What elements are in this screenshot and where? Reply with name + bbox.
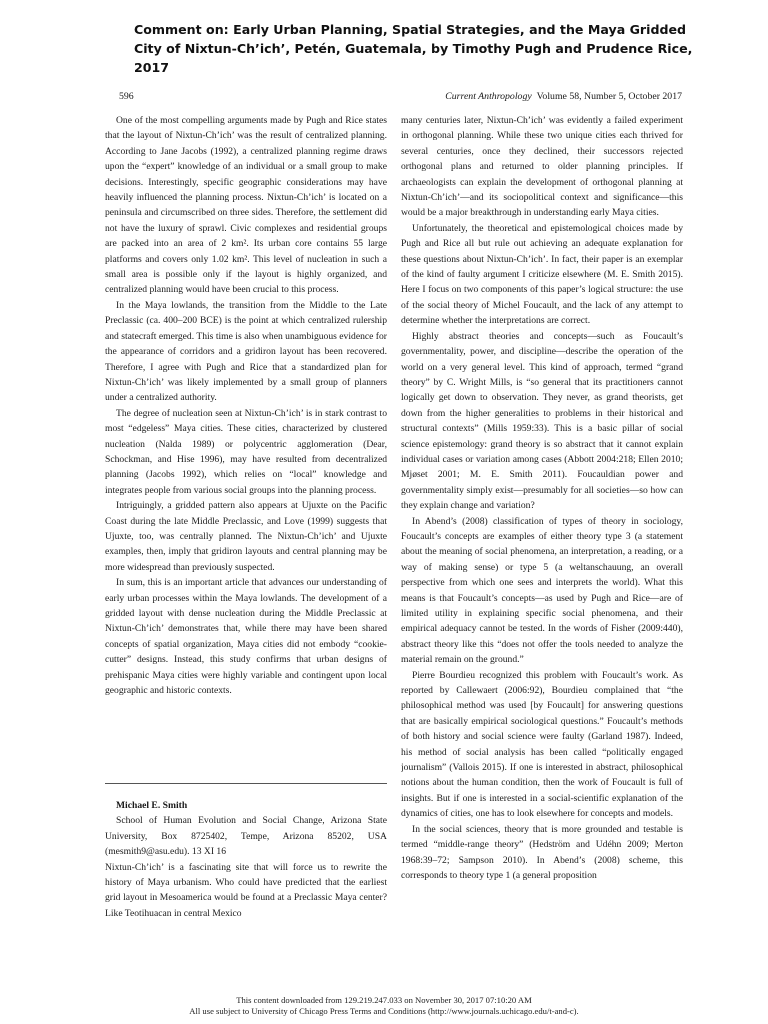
- left-column: [105, 113, 387, 921]
- footer-line-download: This content downloaded from 129.219.247.033 on November 30, 2017 07:10:20 AM: [236, 995, 532, 1005]
- article-title: Comment on: Early Urban Planning, Spatial Strategies, and the Maya Gridded City of Nixtun-Ch’ich’, Petén, Guatemala, by Timothy Pugh and Prudence Rice, 2017: [134, 22, 693, 75]
- paragraph: In sum, this is an important article that advances our understanding of early urban processes within the Maya lowlands. The development of a gridded layout with dense nucleation during the Middle Preclassic at Nixtun-Ch’ich’ demonstrates that, while there may have been shared concepts of spatial organization, Maya cities did not embody “cookie-cutter” designs. Instead, this study confirms that urban designs of prehispanic Maya cities were highly variable and contingent upon local geographic and historic contexts.: [105, 577, 387, 697]
- first-comment-body: [105, 113, 387, 783]
- journal-name: Current Anthropology: [445, 91, 532, 102]
- download-footer: [0, 995, 768, 1017]
- running-head: [119, 90, 682, 104]
- paragraph: In the social sciences, theory that is more grounded and testable is termed “middle-range theory” (Hedström and Udéhn 2009; Merton 1968:39–72; Sampson 2010). In Abend’s (2008) scheme, this corresponds to theory type 1 (a general proposition: [401, 823, 683, 881]
- paragraph: Unfortunately, the theoretical and epistemological choices made by Pugh and Rice all but rule out achieving an adequate explanation for these questions about Nixtun-Ch’ich’. In fact, their paper is an exemplar of the kind of faulty argument I criticize elsewhere (M. E. Smith 2015). Here I focus on two components of this paper’s logical structure: the use of the social theory of Michel Foucault, and the lack of any attempt to determine whether the interpretations are correct.: [401, 222, 683, 327]
- paragraph: many centuries later, Nixtun-Ch’ich’ was evidently a failed experiment in orthogonal planning. While these two unique cities each thrived for several centuries, once they declined, their successors rejected orthogonal plans and returned to older planning principles. If archaeologists can explain the development of orthogonal planning at Nixtun-Ch’ich’—and its sociopolitical context and significance—this would be a major breakthrough in understanding early Maya cities.: [401, 115, 683, 219]
- paragraph: In the Maya lowlands, the transition from the Middle to the Late Preclassic (ca. 400–200 BCE) is the point at which centralized rulership and statecraft emerged. This time is also when unambiguous evidence for the appearance of corridors and a gridiron layout has been recovered. Therefore, I agree with Pugh and Rice that a standardized plan for Nixtun-Ch’ich’ was likely implemented by a small group of planners under a centralized authority.: [105, 299, 387, 404]
- paragraph: In Abend’s (2008) classification of types of theory in sociology, Foucault’s concepts are examples of either theory type 3 (a statement about the meaning of social phenomena, an interpretation, a reading, or a way of making sense) or type 5 (a weltanschauung, an overall perspective from which one sees and interprets the world). What this means is that Foucault’s concepts—as used by Pugh and Rice—are of limited utility in explaining specific social phenomena, and their empirical adequacy cannot be tested. In the words of Fisher (2009:440), abstract theory like this “does not offer the tools needed to analyze the material remain on the ground.”: [401, 515, 683, 666]
- second-comment-body: [401, 113, 683, 933]
- paragraph: One of the most compelling arguments made by Pugh and Rice states that the layout of Nixtun-Ch’ich’ was the result of centralized planning. According to Jane Jacobs (1992), a centralized planning regime draws upon the “expert” knowledge of an individual or a small group to make decisions. Interestingly, specific geographic considerations may have heavily influenced the planning process. Nixtun-Ch’ich’ is located on a peninsula and circumscribed on three sides. Therefore, the settlement did not have the luxury of sprawl. Civic complexes and residential groups are packed into an area of 2 km². Its urban core contains 55 large platforms and covers only 1.02 km². This level of nucleation in such a small area is possible only if the layout is highly organized, and centralized planning would have been crucial to this process.: [105, 115, 387, 296]
- paragraph: The degree of nucleation seen at Nixtun-Ch’ich’ is in stark contrast to most “edgeless” Maya cities. These cities, characterized by clustered nucleation (Nalda 1989) or polycentric agglomeration (Dear, Schockman, and Hise 1996), may have resulted from decentralized planning (Jacobs 1992), which relies on “local” knowledge and integrates people from various social groups into the planning process.: [105, 407, 387, 496]
- right-column: [401, 113, 683, 933]
- paragraph: Intriguingly, a gridded pattern also appears at Ujuxte on the Pacific Coast during the late Middle Preclassic, and Love (1999) suggests that Ujuxte, too, was centrally planned. The Nixtun-Ch’ich’ and Ujuxte examples, then, imply that gridiron layouts and central planning may be more widespread than previously suspected.: [105, 500, 387, 573]
- comment-author-affiliation: School of Human Evolution and Social Change, Arizona State University, Box 8725402, Tempe, Arizona 85202, USA (mesmith9@asu.edu). 13 XI 16: [105, 815, 387, 858]
- journal-info: [445, 90, 682, 104]
- paragraph: Pierre Bourdieu recognized this problem with Foucault’s work. As reported by Callewaert (2006:92), Bourdieu complained that “the philosophical method was used [by Foucault] for answering questions that are basically empirical sociological questions.” Foucault’s methods of both history and social science were faulty (Garland 1987). Indeed, his method of social analysis has been called “politically engaged journalism” (Vallois 2015). If one is interested in abstract, philosophical notions about the human condition, then the work of Foucault is full of insights. But if one is interested in a social-scientific explanation of the dynamics of cities, one has to look elsewhere for concepts and models.: [401, 669, 683, 820]
- comment-author-name: Michael E. Smith: [116, 800, 188, 811]
- paragraph: Nixtun-Ch’ich’ is a fascinating site that will force us to rewrite the history of Maya urbanism. Who could have predicted that the earliest grid layout in Mesoamerica would be found at a Preclassic Maya center? Like Teotihuacan in central Mexico: [105, 861, 387, 919]
- paragraph: Highly abstract theories and concepts—such as Foucault’s governmentality, power, and discipline—describe the operation of the world on a very general level. This kind of approach, termed “grand theory” by C. Wright Mills, is “so general that its practitioners cannot logically get down to observation. They never, as grand theorists, get down from the higher generalities to problems in their historical and structural contexts” (Mills 1959:33). This is a basic pillar of social science epistemology: grand theory is so abstract that it cannot explain individual cases or variation among cases (Abbott 2004:218; Ellen 2010; Mjøset 2001; M. E. Smith 2011). Foucauldian power and governmentality simply exist—presumably for all societies—so how can they explain change and variation?: [401, 330, 683, 512]
- comment-divider: [105, 783, 387, 784]
- journal-issue: Volume 58, Number 5, October 2017: [536, 91, 682, 102]
- page-number: 596: [119, 91, 134, 102]
- footer-line-terms: All use subject to University of Chicago Press Terms and Conditions (http://www.journals.uchicago.edu/t-and-c).: [189, 1006, 579, 1016]
